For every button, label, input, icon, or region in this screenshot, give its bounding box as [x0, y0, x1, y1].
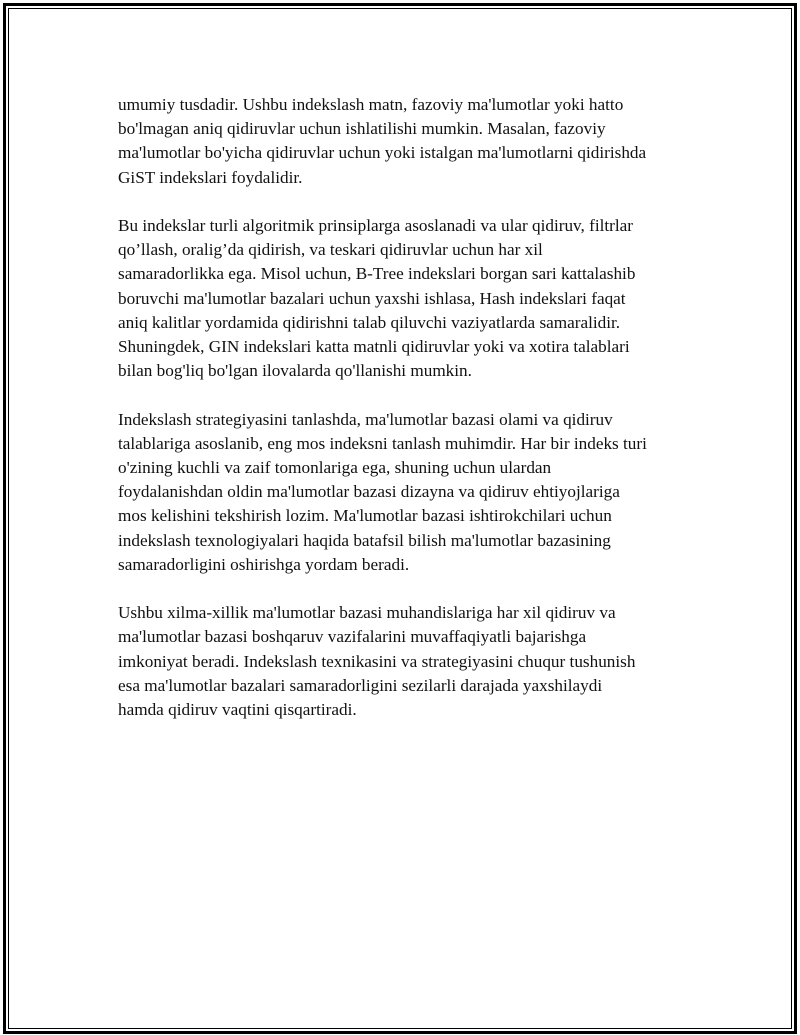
paragraph-1: umumiy tusdadir. Ushbu indekslash matn, fazoviy ma'lumotlar yoki hatto bo'lmagan aniq qidiruvlar uchun ishlatilishi mumkin. Masalan, fazoviy ma'lumotlar bo'yicha qidiruvlar uchun yoki istalgan ma'lumotlarni qidirishda GiST indekslari foydalidir.: [118, 95, 647, 187]
paragraph-3: Indekslash strategiyasini tanlashda, ma'lumotlar bazasi olami va qidiruv talablariga asoslanib, eng mos indeksni tanlash muhimdir. Har bir indeks turi o'zining kuchli va zaif tomonlariga ega, shuning uchun ulardan foydalanishdan oldin ma'lumotlar bazasi dizayna va qidiruv ehtiyojlariga mos kelishini tekshirish lozim. Ma'lumotlar bazasi ishtirokchilari uchun indekslash texnologiyalari haqida batafsil bilish ma'lumotlar bazasining samaradorligini oshirishga yordam beradi.: [118, 409, 647, 574]
document-body: [118, 93, 703, 746]
paragraph-4: Ushbu xilma-xillik ma'lumotlar bazasi muhandislariga har xil qidiruv va ma'lumotlar bazasi boshqaruv vazifalarini muvaffaqiyatli bajarishga imkoniyat beradi. Indekslash texnikasini va strategiyasini chuqur tushunish esa ma'lumotlar bazalari samaradorligini sezilarli darajada yaxshilaydi hamda qidiruv vaqtini qisqartiradi.: [118, 603, 636, 720]
paragraph-2: Bu indekslar turli algoritmik prinsiplarga asoslanadi va ular qidiruv, filtrlar qo’llash, oralig’da qidirish, va teskari qidiruvlar uchun har xil samaradorlikka ega. Misol uchun, B-Tree indekslari borgan sari kattalashib boruvchi ma'lumotlar bazalari uchun yaxshi ishlasa, Hash indekslari faqat aniq kalitlar yordamida qidirishni talab qiluvchi vaziyatlarda samaralidir. Shuningdek, GIN indekslari katta matnli qidiruvlar yoki va xotira talablari bilan bog'liq bo'lgan ilovalarda qo'llanishi mumkin.: [118, 216, 636, 381]
